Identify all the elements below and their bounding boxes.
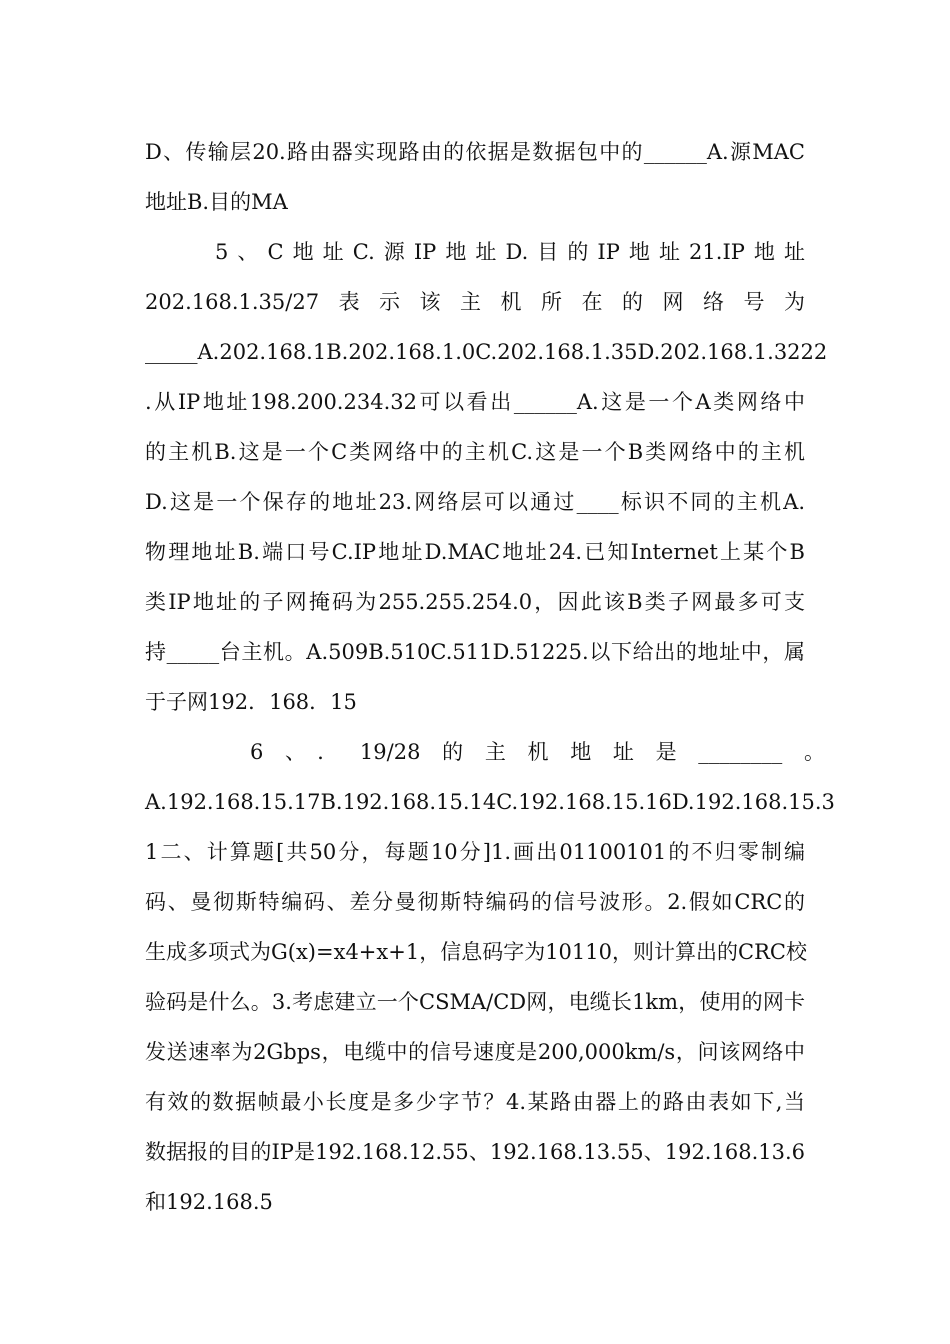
text-line-19: 发送速率为2Gbps，电缆中的信号速度是200,000km/s，问该网络中 bbox=[145, 1040, 805, 1064]
text-line-4: 202.168.1.35/27表示该主机所在的网络号为 bbox=[145, 290, 805, 314]
text-line-6: .从IP地址198.200.234.32可以看出______A.这是一个A类网络中 bbox=[145, 390, 805, 414]
text-line-11: 持_____台主机。A.509B.510C.511D.51225.以下给出的地址中，属 bbox=[145, 640, 805, 664]
text-line-17: 生成多项式为G(x)=x4+x+1，信息码字为10110，则计算出的CRC校 bbox=[145, 940, 807, 964]
text-line-10: 类IP地址的子网掩码为255.255.254.0，因此该B类子网最多可支 bbox=[145, 590, 805, 614]
text-line-8: D.这是一个保存的地址23.网络层可以通过____标识不同的主机A. bbox=[145, 490, 805, 514]
text-line-5: _____A.202.168.1B.202.168.1.0C.202.168.1.35D.202.168.1.3222 bbox=[145, 340, 828, 364]
text-line-22: 和192.168.5 bbox=[145, 1190, 273, 1214]
text-line-12: 于子网192．168．15 bbox=[145, 690, 357, 714]
text-line-15: 1二、计算题[共50分，每题10分]1.画出01100101的不归零制编 bbox=[145, 840, 805, 864]
text-line-2: 地址B.目的MA bbox=[145, 190, 288, 214]
text-line-1: D、传输层20.路由器实现路由的依据是数据包中的______A.源MAC bbox=[145, 140, 805, 164]
text-line-18: 验码是什么。3.考虑建立一个CSMA/CD网，电缆长1km，使用的网卡 bbox=[145, 990, 805, 1014]
text-line-16: 码、曼彻斯特编码、差分曼彻斯特编码的信号波形。2.假如CRC的 bbox=[145, 890, 805, 914]
text-line-21: 数据报的目的IP是192.168.12.55、192.168.13.55、192.168.13.6 bbox=[145, 1140, 805, 1164]
text-line-9: 物理地址B.端口号C.IP地址D.MAC地址24.已知Internet上某个B bbox=[145, 540, 805, 564]
text-line-13: 6、．19/28的主机地址是________。 bbox=[250, 740, 825, 764]
text-line-20: 有效的数据帧最小长度是多少字节？4.某路由器上的路由表如下,当 bbox=[145, 1090, 805, 1114]
text-line-14: A.192.168.15.17B.192.168.15.14C.192.168.15.16D.192.168.15.3 bbox=[145, 790, 835, 814]
text-line-3: 5、C地址C.源IP地址D.目的IP地址21.IP地址 bbox=[215, 240, 805, 264]
text-line-7: 的主机B.这是一个C类网络中的主机C.这是一个B类网络中的主机 bbox=[145, 440, 805, 464]
